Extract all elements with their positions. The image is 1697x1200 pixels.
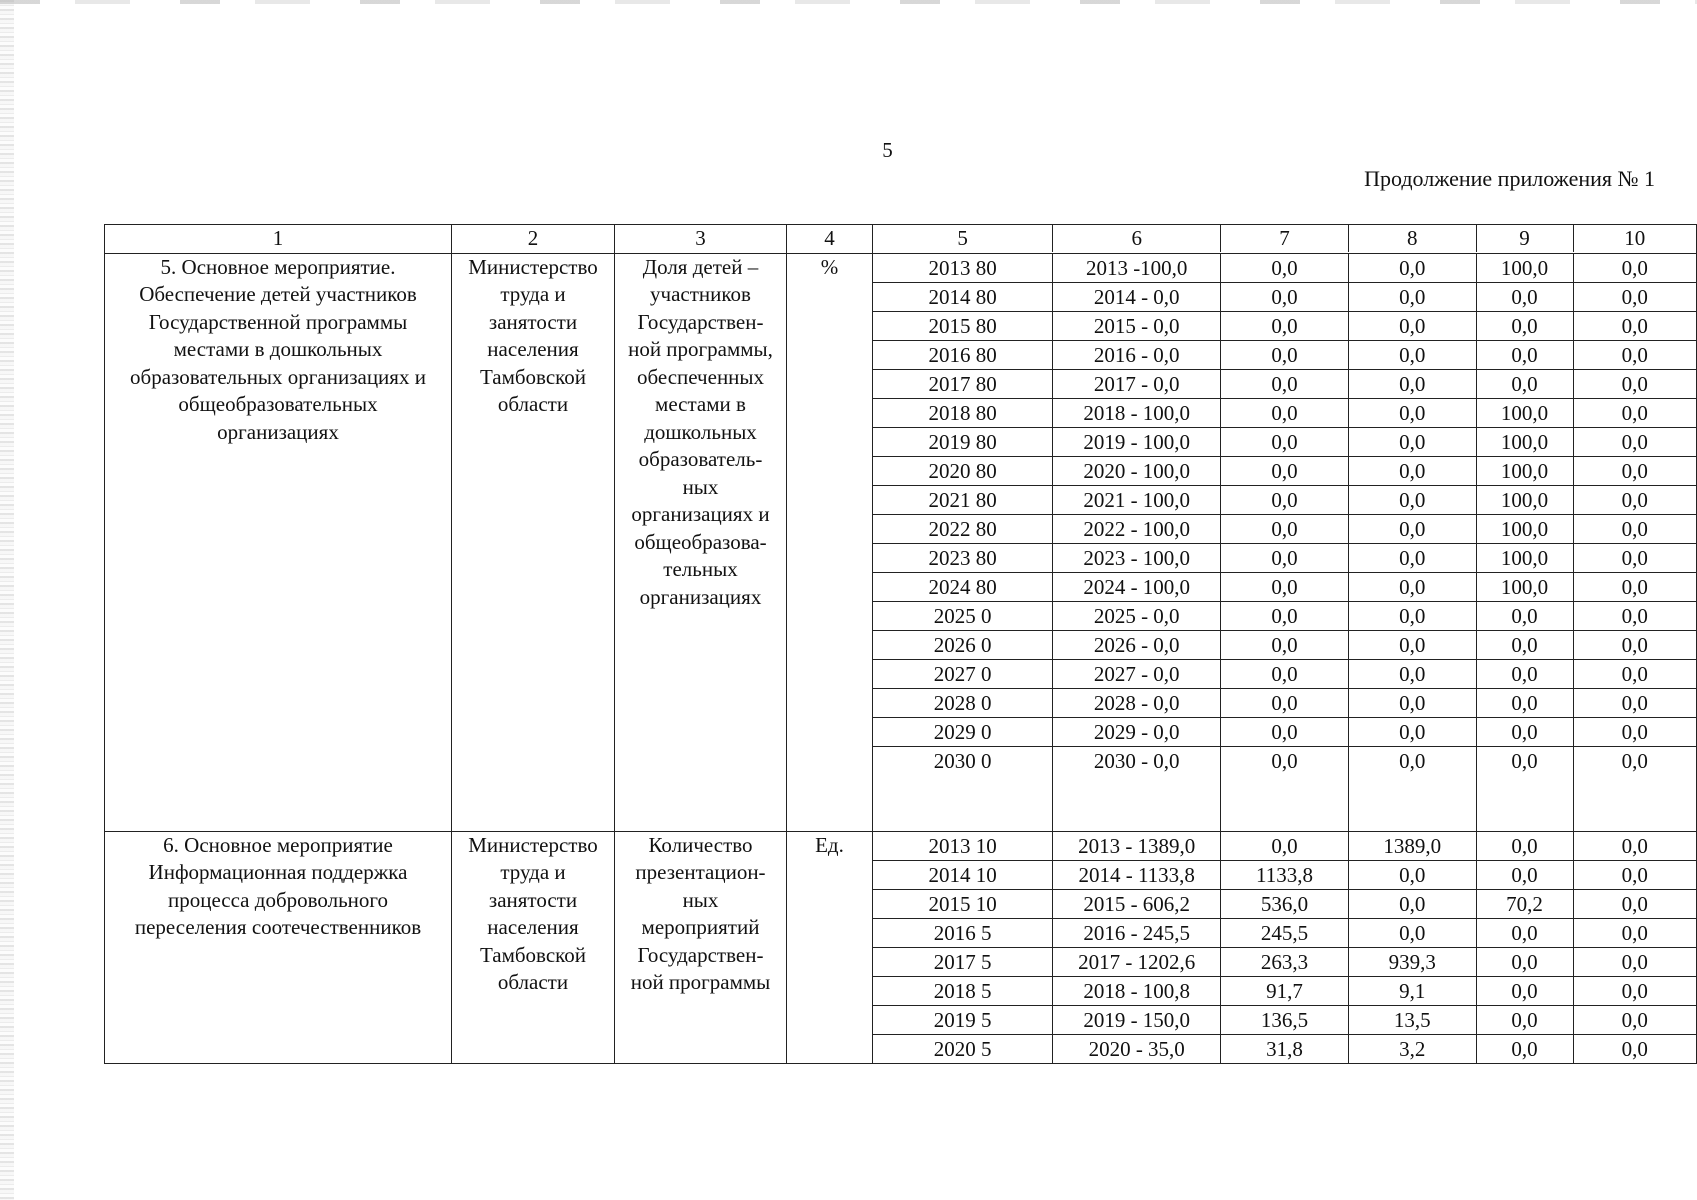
indicator-name-line: организациях xyxy=(639,584,762,609)
indicator-name-line: организациях и xyxy=(631,502,770,526)
value-cell-col-7: 0,0 xyxy=(1221,485,1349,514)
activity-title xyxy=(105,831,452,1063)
activity-title-line: 5. Основное мероприятие. xyxy=(160,254,396,279)
page-number: 5 xyxy=(882,138,893,162)
header-inner-row xyxy=(873,225,1696,252)
header-cell-5: 5 xyxy=(873,225,1053,252)
header-cell-9: 9 xyxy=(1476,225,1573,252)
value-cell-col-7: 136,5 xyxy=(1221,1005,1349,1034)
value-cell-col-10: 0,0 xyxy=(1573,485,1696,514)
responsible-executor xyxy=(452,831,615,1063)
value-cell-col-8: 0,0 xyxy=(1348,601,1476,630)
responsible-executor-line: занятости xyxy=(488,309,578,334)
indicator-name-line: Количество xyxy=(648,832,753,857)
value-cell-col-6: 2026 - 0,0 xyxy=(1053,630,1221,659)
indicator-name-line: Государствен- xyxy=(637,942,764,967)
value-cell-col-6: 2024 - 100,0 xyxy=(1053,572,1221,601)
value-cell-col-8: 0,0 xyxy=(1348,514,1476,543)
value-cell-col-8: 0,0 xyxy=(1348,456,1476,485)
value-cell-col-6: 2029 - 0,0 xyxy=(1053,717,1221,746)
value-cell-col-6: 2019 - 150,0 xyxy=(1053,1005,1221,1034)
year-row xyxy=(873,659,1696,688)
value-cell-col-10: 0,0 xyxy=(1573,832,1696,861)
values-cell xyxy=(873,831,1697,1063)
value-cell-col-7: 0,0 xyxy=(1221,427,1349,456)
value-cell-col-8: 0,0 xyxy=(1348,254,1476,283)
year-row xyxy=(873,976,1696,1005)
appendix-label: Продолжение приложения № 1 xyxy=(1364,166,1655,191)
value-cell-col-7: 0,0 xyxy=(1221,311,1349,340)
activity-title-line: организациях xyxy=(217,419,339,444)
value-cell-col-9: 0,0 xyxy=(1476,1005,1573,1034)
value-cell-col-8: 0,0 xyxy=(1348,369,1476,398)
value-cell-col-5: 2027 0 xyxy=(873,659,1053,688)
value-cell-col-10: 0,0 xyxy=(1573,456,1696,485)
value-cell-col-10: 0,0 xyxy=(1573,889,1696,918)
year-row xyxy=(873,918,1696,947)
value-cell-col-6: 2015 - 0,0 xyxy=(1053,311,1221,340)
activity-title xyxy=(105,253,452,831)
value-cell-col-6: 2019 - 100,0 xyxy=(1053,427,1221,456)
program-table xyxy=(104,224,1697,1064)
responsible-executor-line: Тамбовской xyxy=(479,942,587,967)
activity-title-line: образовательных организациях и xyxy=(130,364,426,389)
value-cell-col-6: 2020 - 35,0 xyxy=(1053,1034,1221,1063)
section-row xyxy=(105,831,1697,1063)
value-cell-col-6: 2015 - 606,2 xyxy=(1053,889,1221,918)
value-cell-col-9: 100,0 xyxy=(1476,456,1573,485)
indicator-name-line: ных xyxy=(682,887,719,912)
value-cell-col-7: 0,0 xyxy=(1221,630,1349,659)
value-cell-col-8: 0,0 xyxy=(1348,572,1476,601)
indicator-name-line: ной программы xyxy=(630,970,771,994)
indicator-name-line: ной программы, xyxy=(628,337,773,361)
header-cells-5-10 xyxy=(873,225,1697,254)
value-cell-col-7: 0,0 xyxy=(1221,601,1349,630)
year-row xyxy=(873,282,1696,311)
activity-title-line: общеобразовательных xyxy=(178,392,378,416)
indicator-name xyxy=(615,831,787,1063)
value-cell-col-8: 1389,0 xyxy=(1348,832,1476,861)
value-cell-col-5: 2013 10 xyxy=(873,832,1053,861)
value-cell-col-8: 9,1 xyxy=(1348,976,1476,1005)
value-cell-col-5: 2024 80 xyxy=(873,572,1053,601)
year-row xyxy=(873,398,1696,427)
value-cell-col-5: 2018 80 xyxy=(873,398,1053,427)
responsible-executor-line: Министерство xyxy=(468,254,598,279)
value-cell-col-5: 2016 80 xyxy=(873,340,1053,369)
value-cell-col-7: 0,0 xyxy=(1221,832,1349,861)
value-cell-col-5: 2023 80 xyxy=(873,543,1053,572)
value-cell-col-9: 0,0 xyxy=(1476,311,1573,340)
value-cell-col-7: 0,0 xyxy=(1221,514,1349,543)
value-cell-col-7: 0,0 xyxy=(1221,282,1349,311)
value-cell-col-7: 0,0 xyxy=(1221,717,1349,746)
year-row xyxy=(873,311,1696,340)
value-cell-col-8: 0,0 xyxy=(1348,398,1476,427)
value-cell-col-5: 2013 80 xyxy=(873,254,1053,283)
year-row xyxy=(873,456,1696,485)
value-cell-col-10: 0,0 xyxy=(1573,717,1696,746)
value-cell-col-10: 0,0 xyxy=(1621,1036,1648,1061)
value-cell-col-10: 0,0 xyxy=(1573,947,1696,976)
value-cell-col-5: 2014 10 xyxy=(873,860,1053,889)
responsible-executor-line: области xyxy=(497,392,569,416)
year-row xyxy=(873,514,1696,543)
value-cell-col-10: 0,0 xyxy=(1573,282,1696,311)
indicator-name-line: презентацион- xyxy=(635,860,766,884)
value-cell-col-9: 0,0 xyxy=(1476,630,1573,659)
header-cell-6: 6 xyxy=(1053,225,1221,252)
value-cell-col-7: 536,0 xyxy=(1221,889,1349,918)
value-cell-col-6: 2027 - 0,0 xyxy=(1053,659,1221,688)
value-cell-col-6: 2018 - 100,0 xyxy=(1053,398,1221,427)
value-cell-col-5: 2029 0 xyxy=(873,717,1053,746)
value-cell-col-5: 2022 80 xyxy=(873,514,1053,543)
value-cell-col-6: 2023 - 100,0 xyxy=(1053,543,1221,572)
value-cell-col-8: 0,0 xyxy=(1348,543,1476,572)
responsible-executor-line: области xyxy=(497,970,569,994)
value-cell-col-5: 2017 5 xyxy=(873,947,1053,976)
value-cell-col-10: 0,0 xyxy=(1573,1005,1696,1034)
header-cell-3: 3 xyxy=(615,225,787,254)
value-cell-col-10: 0,0 xyxy=(1573,398,1696,427)
header-cell-2: 2 xyxy=(452,225,615,254)
value-cell-col-10: 0,0 xyxy=(1573,572,1696,601)
value-cell-col-9: 100,0 xyxy=(1476,514,1573,543)
year-row xyxy=(873,860,1696,889)
value-cell-col-6: 2014 - 0,0 xyxy=(1053,282,1221,311)
year-row xyxy=(873,630,1696,659)
values-table xyxy=(873,254,1696,831)
value-cell-col-6: 2022 - 100,0 xyxy=(1053,514,1221,543)
value-cell-col-6: 2013 -100,0 xyxy=(1053,254,1221,283)
value-cell-col-9: 0,0 xyxy=(1476,282,1573,311)
value-cell-col-8: 0,0 xyxy=(1348,485,1476,514)
value-cell-col-8: 0,0 xyxy=(1348,282,1476,311)
value-cell-col-5: 2026 0 xyxy=(873,630,1053,659)
value-cell-col-8: 939,3 xyxy=(1348,947,1476,976)
header-cell-7: 7 xyxy=(1221,225,1349,252)
activity-title-line: Информационная поддержка xyxy=(148,860,408,884)
value-cell-col-9: 0,0 xyxy=(1476,369,1573,398)
header-cell-4: 4 xyxy=(787,225,873,254)
year-row xyxy=(873,601,1696,630)
activity-title-line: процесса добровольного xyxy=(167,887,389,912)
header-cell-8: 8 xyxy=(1348,225,1476,252)
year-row xyxy=(873,485,1696,514)
activity-title-line: Государственной программы xyxy=(148,309,408,334)
value-cell-col-10: 0,0 xyxy=(1573,254,1696,283)
value-cell-col-6: 2017 - 1202,6 xyxy=(1053,947,1221,976)
value-cell-col-9: 0,0 xyxy=(1476,659,1573,688)
value-cell-col-9: 0,0 xyxy=(1476,340,1573,369)
value-cell-col-6: 2030 - 0,0 xyxy=(1053,746,1221,831)
value-cell-col-5: 2014 80 xyxy=(873,282,1053,311)
year-row xyxy=(873,746,1696,831)
value-cell-col-7: 91,7 xyxy=(1221,976,1349,1005)
value-cell-col-10: 0,0 xyxy=(1573,659,1696,688)
header-cell-1: 1 xyxy=(105,225,452,254)
value-cell-col-10: 0,0 xyxy=(1573,601,1696,630)
value-cell-col-8: 0,0 xyxy=(1348,659,1476,688)
activity-title-line: местами в дошкольных xyxy=(173,337,383,361)
value-cell-col-7: 0,0 xyxy=(1221,340,1349,369)
value-cell-col-7: 0,0 xyxy=(1221,254,1349,283)
value-cell-col-9: 0,0 xyxy=(1476,976,1573,1005)
value-cell-col-10: 0,0 xyxy=(1573,630,1696,659)
value-cell-col-8: 0,0 xyxy=(1348,889,1476,918)
value-cell-col-7: 0,0 xyxy=(1221,369,1349,398)
value-cell-col-10: 0,0 xyxy=(1573,427,1696,456)
header-cell-10: 10 xyxy=(1624,226,1646,251)
value-cell-col-8: 13,5 xyxy=(1348,1005,1476,1034)
value-cell-col-8: 0,0 xyxy=(1348,311,1476,340)
value-cell-col-5: 2020 80 xyxy=(873,456,1053,485)
year-row xyxy=(873,1034,1696,1063)
value-cell-col-10: 0,0 xyxy=(1573,688,1696,717)
value-cell-col-5: 2030 0 xyxy=(873,746,1053,831)
responsible-executor-line: труда и xyxy=(500,860,566,884)
value-cell-col-6: 2016 - 245,5 xyxy=(1053,918,1221,947)
scan-edge-left xyxy=(0,0,14,1200)
value-cell-col-5: 2019 80 xyxy=(873,427,1053,456)
activity-title-line: 6. Основное мероприятие xyxy=(163,832,393,857)
value-cell-col-6: 2021 - 100,0 xyxy=(1053,485,1221,514)
value-cell-col-8: 0,0 xyxy=(1348,630,1476,659)
value-cell-col-6: 2013 - 1389,0 xyxy=(1053,832,1221,861)
value-cell-col-8: 0,0 xyxy=(1348,918,1476,947)
indicator-name-line: тельных xyxy=(663,557,738,581)
value-cell-col-5: 2018 5 xyxy=(873,976,1053,1005)
value-cell-col-9: 0,0 xyxy=(1476,717,1573,746)
table-header-row xyxy=(105,225,1697,254)
value-cell-col-6: 2016 - 0,0 xyxy=(1053,340,1221,369)
value-cell-col-7: 0,0 xyxy=(1221,398,1349,427)
activity-title-line: переселения соотечественников xyxy=(134,915,422,939)
year-row xyxy=(873,369,1696,398)
activity-title-line: Обеспечение детей участников xyxy=(139,282,417,306)
year-row xyxy=(873,340,1696,369)
responsible-executor-line: труда и xyxy=(500,282,566,306)
value-cell-col-9: 100,0 xyxy=(1476,485,1573,514)
value-cell-col-7: 0,0 xyxy=(1221,688,1349,717)
indicator-name-line: местами в xyxy=(655,392,746,416)
indicator-name-line: участников xyxy=(650,282,751,306)
value-cell-col-7: 245,5 xyxy=(1221,918,1349,947)
value-cell-col-6: 2020 - 100,0 xyxy=(1053,456,1221,485)
responsible-executor-line: Тамбовской xyxy=(479,364,587,389)
value-cell-col-8: 0,0 xyxy=(1348,746,1476,831)
value-cell-col-7: 263,3 xyxy=(1221,947,1349,976)
value-cell-col-9: 0,0 xyxy=(1476,1034,1573,1063)
value-cell-col-5: 2025 0 xyxy=(873,601,1053,630)
section-row xyxy=(105,253,1697,831)
value-cell-col-5: 2019 5 xyxy=(873,1005,1053,1034)
value-cell-col-10: 0,0 xyxy=(1573,311,1696,340)
responsible-executor-line: занятости xyxy=(488,887,578,912)
year-row xyxy=(873,427,1696,456)
value-cell-col-10: 0,0 xyxy=(1573,918,1696,947)
indicator-name-line: Государствен- xyxy=(637,309,764,334)
indicator-name-line: Доля детей – xyxy=(642,254,759,279)
value-cell-col-10: 0,0 xyxy=(1573,860,1696,889)
value-cell-col-9: 100,0 xyxy=(1476,572,1573,601)
header-inner-table xyxy=(873,225,1696,252)
value-cell-col-10: 0,0 xyxy=(1621,748,1648,773)
value-cell-col-5: 2021 80 xyxy=(873,485,1053,514)
value-cell-col-9: 0,0 xyxy=(1476,746,1573,831)
value-cell-col-10: 0,0 xyxy=(1573,340,1696,369)
value-cell-col-5: 2020 5 xyxy=(873,1034,1053,1063)
value-cell-col-7: 0,0 xyxy=(1221,543,1349,572)
value-cell-col-6: 2018 - 100,8 xyxy=(1053,976,1221,1005)
value-cell-col-9: 0,0 xyxy=(1476,832,1573,861)
year-row xyxy=(873,254,1696,283)
value-cell-col-6: 2014 - 1133,8 xyxy=(1053,860,1221,889)
values-cell xyxy=(873,253,1697,831)
responsible-executor-line: населения xyxy=(487,915,579,939)
year-row xyxy=(873,1005,1696,1034)
year-row xyxy=(873,889,1696,918)
value-cell-col-8: 3,2 xyxy=(1348,1034,1476,1063)
value-cell-col-8: 0,0 xyxy=(1348,860,1476,889)
value-cell-col-5: 2015 10 xyxy=(873,889,1053,918)
value-cell-col-6: 2028 - 0,0 xyxy=(1053,688,1221,717)
indicator-name-line: мероприятий xyxy=(641,915,760,939)
indicator-name-line: обеспеченных xyxy=(636,364,765,389)
year-row xyxy=(873,947,1696,976)
value-cell-col-9: 100,0 xyxy=(1476,398,1573,427)
value-cell-col-9: 0,0 xyxy=(1476,947,1573,976)
indicator-name-line: дошкольных xyxy=(644,419,757,444)
value-cell-col-8: 0,0 xyxy=(1348,688,1476,717)
value-cell-col-5: 2016 5 xyxy=(873,918,1053,947)
indicator-name-line: общеобразова- xyxy=(634,529,767,554)
value-cell-col-9: 0,0 xyxy=(1476,860,1573,889)
responsible-executor xyxy=(452,253,615,831)
value-cell-col-10: 0,0 xyxy=(1573,514,1696,543)
value-cell-col-9: 0,0 xyxy=(1476,918,1573,947)
value-cell-col-8: 0,0 xyxy=(1348,717,1476,746)
value-cell-col-9: 0,0 xyxy=(1476,688,1573,717)
value-cell-col-7: 0,0 xyxy=(1221,456,1349,485)
value-cell-col-7: 0,0 xyxy=(1221,746,1349,831)
responsible-executor-line: населения xyxy=(487,337,579,361)
value-cell-col-9: 70,2 xyxy=(1476,889,1573,918)
year-row xyxy=(873,717,1696,746)
indicator-name xyxy=(615,253,787,831)
value-cell-col-8: 0,0 xyxy=(1348,340,1476,369)
unit-cell: Ед. xyxy=(787,831,873,1063)
indicator-name-line: ных xyxy=(682,474,719,499)
value-cell-col-8: 0,0 xyxy=(1348,427,1476,456)
value-cell-col-9: 0,0 xyxy=(1476,601,1573,630)
value-cell-col-5: 2015 80 xyxy=(873,311,1053,340)
value-cell-col-10: 0,0 xyxy=(1573,543,1696,572)
value-cell-col-7: 0,0 xyxy=(1221,659,1349,688)
value-cell-col-7: 1133,8 xyxy=(1221,860,1349,889)
value-cell-col-6: 2025 - 0,0 xyxy=(1053,601,1221,630)
value-cell-col-10: 0,0 xyxy=(1573,976,1696,1005)
value-cell-col-10: 0,0 xyxy=(1573,369,1696,398)
value-cell-col-6: 2017 - 0,0 xyxy=(1053,369,1221,398)
value-cell-col-5: 2017 80 xyxy=(873,369,1053,398)
responsible-executor-line: Министерство xyxy=(468,832,598,857)
value-cell-col-7: 31,8 xyxy=(1221,1034,1349,1063)
indicator-name-line: образователь- xyxy=(638,447,763,471)
year-row xyxy=(873,543,1696,572)
scan-edge-top xyxy=(0,0,1697,4)
value-cell-col-9: 100,0 xyxy=(1476,543,1573,572)
values-table xyxy=(873,832,1696,1063)
year-row xyxy=(873,572,1696,601)
year-row xyxy=(873,832,1696,861)
value-cell-col-9: 100,0 xyxy=(1476,254,1573,283)
value-cell-col-7: 0,0 xyxy=(1221,572,1349,601)
value-cell-col-5: 2028 0 xyxy=(873,688,1053,717)
value-cell-col-9: 100,0 xyxy=(1476,427,1573,456)
year-row xyxy=(873,688,1696,717)
unit-cell: % xyxy=(787,253,873,831)
